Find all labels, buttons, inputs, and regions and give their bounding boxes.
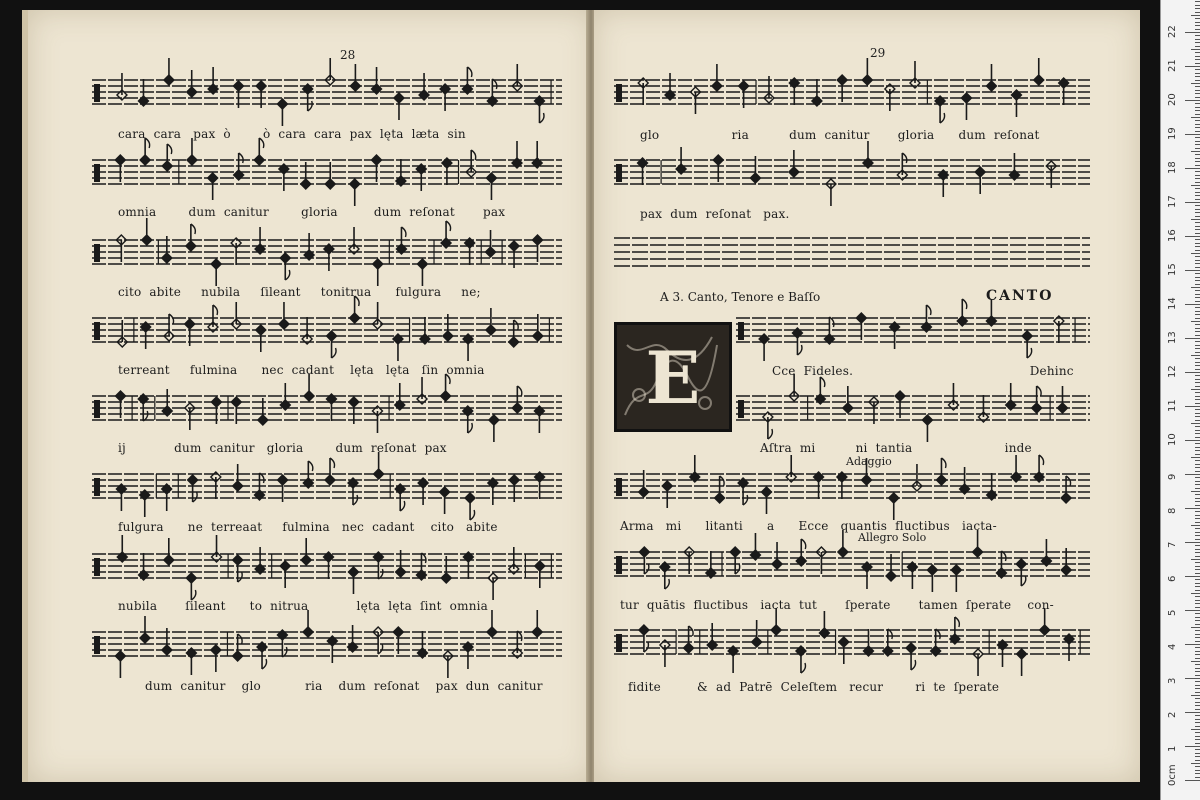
ruler-tick — [1191, 83, 1200, 84]
ruler-tick — [1195, 39, 1200, 40]
ruler-tick — [1195, 297, 1200, 298]
ruler-tick — [1195, 192, 1200, 193]
ruler-tick — [1195, 107, 1200, 108]
ruler-tick — [1195, 590, 1200, 591]
ruler-tick — [1195, 124, 1200, 125]
ruler-tick — [1195, 756, 1200, 757]
ruler-tick — [1191, 559, 1200, 560]
ruler-tick — [1191, 185, 1200, 186]
ruler-tick — [1195, 110, 1200, 111]
ruler-tick — [1195, 392, 1200, 393]
ruler-tick — [1195, 596, 1200, 597]
ruler-tick — [1195, 280, 1200, 281]
ruler-tick — [1195, 460, 1200, 461]
ruler-tick — [1185, 236, 1200, 237]
ruler-tick — [1195, 52, 1200, 53]
ruler-tick — [1195, 396, 1200, 397]
ruler-tick — [1195, 103, 1200, 104]
right-page-number: 29 — [870, 46, 886, 60]
ruler-tick — [1195, 267, 1200, 268]
ruler-tick — [1195, 63, 1200, 64]
ruler-tick — [1195, 324, 1200, 325]
ruler-tick — [1185, 304, 1200, 305]
right-lyric2-line-1: Cce Fideles. Dehinc — [772, 364, 1074, 378]
ruler-tick — [1195, 760, 1200, 761]
ruler-tick — [1195, 586, 1200, 587]
right-staff-3-empty — [614, 238, 1090, 266]
left-lyric-line-3: cito abite nubila ſileant tonitrua fulgura ne; — [118, 285, 481, 299]
ruler-tick — [1185, 338, 1200, 339]
ruler-tick — [1195, 358, 1200, 359]
ruler-label: 11 — [1167, 399, 1178, 412]
ruler-tick — [1195, 352, 1200, 353]
ruler-tick — [1195, 654, 1200, 655]
ruler-label: 2 — [1167, 711, 1178, 718]
ruler-tick — [1191, 287, 1200, 288]
ruler-tick — [1195, 199, 1200, 200]
ruler-tick — [1195, 369, 1200, 370]
ruler-tick — [1195, 212, 1200, 213]
ruler-tick — [1195, 447, 1200, 448]
ruler-tick — [1195, 182, 1200, 183]
ruler-tick — [1191, 525, 1200, 526]
right-staff-8 — [614, 608, 1090, 676]
ruler-tick — [1191, 219, 1200, 220]
left-lyric-line-5: ij dum canitur gloria dum reſonat pax — [118, 441, 447, 455]
ruler-tick — [1195, 158, 1200, 159]
ruler-tick — [1191, 49, 1200, 50]
ruler-tick — [1195, 770, 1200, 771]
ruler-tick — [1195, 573, 1200, 574]
ruler-tick — [1185, 678, 1200, 679]
ruler-tick — [1195, 365, 1200, 366]
decorated-initial — [614, 322, 732, 432]
ruler-tick — [1195, 8, 1200, 9]
ruler-tick — [1195, 630, 1200, 631]
ruler-tick — [1195, 93, 1200, 94]
ruler-tick — [1195, 73, 1200, 74]
ruler-tick — [1185, 746, 1200, 747]
left-page-number: 28 — [340, 48, 356, 62]
ruler-tick — [1195, 409, 1200, 410]
left-staff-2 — [92, 138, 562, 206]
ruler-tick — [1185, 66, 1200, 67]
left-staff-6 — [92, 452, 562, 520]
ruler-tick — [1185, 508, 1200, 509]
ruler-tick — [1195, 76, 1200, 77]
right-lyric-line-1: glo ria dum canitur gloria dum reſonat — [640, 128, 1040, 142]
ruler-tick — [1195, 454, 1200, 455]
ruler-label: 7 — [1167, 541, 1178, 548]
ruler-tick — [1195, 505, 1200, 506]
ruler-tick — [1195, 382, 1200, 383]
tempo-adaggio: Adaggio — [846, 455, 892, 468]
ruler-tick — [1195, 749, 1200, 750]
ruler-tick — [1195, 528, 1200, 529]
initial-letter: E — [645, 334, 701, 420]
ruler-tick — [1195, 685, 1200, 686]
ruler-tick — [1195, 239, 1200, 240]
left-staff-4 — [92, 296, 562, 361]
ruler-tick — [1195, 671, 1200, 672]
ruler-tick — [1195, 233, 1200, 234]
ruler-tick — [1195, 246, 1200, 247]
right-lyric2-line-5: fidite & ad Patrē Celeſtem recur ri te ſperate — [628, 680, 1000, 694]
ruler-tick — [1195, 549, 1200, 550]
left-staff-7 — [92, 535, 562, 600]
ruler-tick — [1195, 328, 1200, 329]
ruler-tick — [1195, 777, 1200, 778]
ruler-tick — [1195, 413, 1200, 414]
ruler-tick — [1195, 386, 1200, 387]
ruler-label: 12 — [1167, 365, 1178, 378]
ruler-tick — [1195, 736, 1200, 737]
right-staff-1 — [614, 58, 1090, 123]
ruler-tick — [1195, 127, 1200, 128]
ruler-tick — [1195, 260, 1200, 261]
ruler-tick — [1195, 437, 1200, 438]
ruler-tick — [1195, 341, 1200, 342]
ruler-tick — [1195, 692, 1200, 693]
ruler-tick — [1195, 97, 1200, 98]
ruler-tick — [1185, 780, 1200, 781]
ruler-tick — [1195, 42, 1200, 43]
left-lyric-line-6: fulgura ne terreaat fulmina nec cadant cito abite — [118, 520, 498, 534]
left-lyric-line-7: nubila ſileant to nitrua lęta lęta ſint omnia — [118, 599, 489, 613]
ruler-tick — [1185, 576, 1200, 577]
ruler-tick — [1185, 100, 1200, 101]
ruler-tick — [1191, 423, 1200, 424]
ruler-tick — [1195, 263, 1200, 264]
ruler-tick — [1191, 321, 1200, 322]
ruler-tick — [1195, 175, 1200, 176]
right-staff-5 — [736, 374, 1090, 442]
ruler-tick — [1195, 331, 1200, 332]
section-heading: A 3. Canto, Tenore e Baſſo — [660, 290, 821, 304]
ruler-tick — [1195, 290, 1200, 291]
left-lyric-line-2: omnia dum canitur gloria dum reſonat pax — [118, 205, 506, 219]
ruler-tick — [1195, 18, 1200, 19]
ruler-tick — [1195, 477, 1200, 478]
ruler-tick — [1195, 450, 1200, 451]
ruler-label: 19 — [1167, 127, 1178, 140]
ruler-label: 10 — [1167, 433, 1178, 446]
ruler-tick — [1195, 535, 1200, 536]
ruler-tick — [1195, 617, 1200, 618]
voice-label: CANTO — [986, 288, 1054, 304]
ruler-tick — [1195, 552, 1200, 553]
ruler-tick — [1195, 256, 1200, 257]
ruler-tick — [1195, 481, 1200, 482]
ruler-tick — [1195, 613, 1200, 614]
ruler-tick — [1195, 209, 1200, 210]
ruler-tick — [1195, 222, 1200, 223]
ruler-label: 16 — [1167, 229, 1178, 242]
ruler-tick — [1195, 171, 1200, 172]
ruler-tick — [1191, 763, 1200, 764]
ruler-label: 20 — [1167, 93, 1178, 106]
ruler-tick — [1195, 301, 1200, 302]
ruler-tick — [1195, 22, 1200, 23]
ruler-tick — [1195, 722, 1200, 723]
ruler-tick — [1185, 542, 1200, 543]
ruler-label: 5 — [1167, 609, 1178, 616]
ruler-tick — [1195, 647, 1200, 648]
ruler-tick — [1195, 86, 1200, 87]
ruler-tick — [1195, 726, 1200, 727]
ruler-tick — [1195, 35, 1200, 36]
right-lyric2-line-4: tur quātis fluctibus iacta tut ſperate tamen ſperate con- — [620, 598, 1054, 612]
ruler-tick — [1195, 484, 1200, 485]
ruler-tick — [1195, 141, 1200, 142]
right-staff-2 — [614, 141, 1090, 206]
left-staff-5 — [92, 374, 562, 442]
ruler-tick — [1191, 491, 1200, 492]
ruler-tick — [1185, 406, 1200, 407]
ruler-tick — [1195, 634, 1200, 635]
ruler-tick — [1195, 681, 1200, 682]
ruler-tick — [1195, 464, 1200, 465]
ruler-tick — [1185, 270, 1200, 271]
ruler-tick — [1195, 566, 1200, 567]
right-lyric2-line-2: Aſtra mi ni tantia inde — [760, 441, 1032, 455]
ruler-label: 13 — [1167, 331, 1178, 344]
ruler-label: 22 — [1167, 25, 1178, 38]
ruler-tick — [1195, 562, 1200, 563]
ruler-tick — [1191, 593, 1200, 594]
ruler-tick — [1195, 12, 1200, 13]
ruler-label: 6 — [1167, 575, 1178, 582]
ruler-tick — [1195, 90, 1200, 91]
ruler-tick — [1185, 134, 1200, 135]
ruler-tick — [1195, 773, 1200, 774]
ruler-tick — [1195, 46, 1200, 47]
ruler-tick — [1195, 658, 1200, 659]
ruler-label: 9 — [1167, 473, 1178, 480]
ruler-tick — [1195, 579, 1200, 580]
ruler-tick — [1195, 284, 1200, 285]
ruler-tick — [1191, 253, 1200, 254]
left-lyric-line-1: cara cara pax ò ò cara cara pax lęta læta sin — [118, 127, 466, 141]
ruler-tick — [1195, 314, 1200, 315]
ruler-tick — [1195, 5, 1200, 6]
ruler-tick — [1195, 583, 1200, 584]
ruler-tick — [1195, 131, 1200, 132]
ruler-tick — [1195, 624, 1200, 625]
ruler-tick — [1185, 372, 1200, 373]
ruler-tick — [1195, 195, 1200, 196]
ruler-tick — [1195, 511, 1200, 512]
right-lyric-line-2: pax dum reſonat pax. — [640, 207, 790, 221]
ruler-tick — [1195, 294, 1200, 295]
ruler-tick — [1195, 675, 1200, 676]
ruler-tick — [1195, 743, 1200, 744]
ruler-label: 4 — [1167, 643, 1178, 650]
ruler-tick — [1185, 610, 1200, 611]
ruler-tick — [1195, 348, 1200, 349]
ruler-tick — [1195, 1, 1200, 2]
ruler-tick — [1195, 56, 1200, 57]
ruler-tick — [1195, 603, 1200, 604]
ruler-tick — [1191, 355, 1200, 356]
ruler-tick — [1195, 688, 1200, 689]
ruler-tick — [1185, 32, 1200, 33]
ruler-tick — [1195, 719, 1200, 720]
ruler-tick — [1195, 243, 1200, 244]
ruler-tick — [1195, 416, 1200, 417]
ruler-tick — [1195, 318, 1200, 319]
ruler-tick — [1195, 732, 1200, 733]
ruler-tick — [1195, 307, 1200, 308]
ruler-tick — [1195, 137, 1200, 138]
ruler-tick — [1195, 766, 1200, 767]
ruler-tick — [1195, 311, 1200, 312]
ruler-tick — [1195, 178, 1200, 179]
ruler-tick — [1191, 389, 1200, 390]
ruler-label: 0cm — [1167, 764, 1178, 786]
ruler-tick — [1195, 532, 1200, 533]
ruler-label: 17 — [1167, 195, 1178, 208]
ruler-tick — [1195, 556, 1200, 557]
ruler-tick — [1195, 709, 1200, 710]
ruler-tick — [1195, 430, 1200, 431]
ruler-tick — [1195, 443, 1200, 444]
ruler-tick — [1191, 661, 1200, 662]
left-staff-3 — [92, 218, 562, 286]
ruler-tick — [1195, 637, 1200, 638]
ruler-tick — [1195, 144, 1200, 145]
ruler-tick — [1185, 644, 1200, 645]
ruler-tick — [1195, 154, 1200, 155]
ruler-tick — [1195, 518, 1200, 519]
ruler-tick — [1195, 165, 1200, 166]
ruler-tick — [1195, 59, 1200, 60]
left-staff-1 — [92, 58, 562, 126]
ruler-tick — [1195, 205, 1200, 206]
ruler-tick — [1195, 515, 1200, 516]
ruler-tick — [1195, 273, 1200, 274]
ruler-tick — [1195, 753, 1200, 754]
right-staff-7 — [614, 530, 1090, 592]
ruler-tick — [1195, 467, 1200, 468]
ruler-tick — [1195, 641, 1200, 642]
ruler-tick — [1195, 715, 1200, 716]
ruler-tick — [1195, 522, 1200, 523]
ruler-label: 1 — [1167, 745, 1178, 752]
ruler-tick — [1195, 607, 1200, 608]
ruler-tick — [1195, 29, 1200, 30]
ruler-tick — [1195, 539, 1200, 540]
ruler-tick — [1191, 117, 1200, 118]
ruler-tick — [1195, 335, 1200, 336]
left-lyric-line-4: terreant fulmina nec cadant lęta lęta ſin omnia — [118, 363, 485, 377]
ruler-tick — [1195, 420, 1200, 421]
ruler-tick — [1191, 15, 1200, 16]
ruler-tick — [1195, 668, 1200, 669]
ruler-tick — [1195, 705, 1200, 706]
ruler-label: 15 — [1167, 263, 1178, 276]
ruler-tick — [1195, 226, 1200, 227]
ruler-tick — [1195, 498, 1200, 499]
ruler-tick — [1195, 69, 1200, 70]
ruler-tick — [1195, 229, 1200, 230]
ruler-tick — [1195, 188, 1200, 189]
ruler-tick — [1195, 651, 1200, 652]
ruler-tick — [1195, 403, 1200, 404]
ruler-tick — [1195, 114, 1200, 115]
right-staff-4 — [736, 299, 1090, 361]
ruler-tick — [1195, 345, 1200, 346]
ruler-label: 21 — [1167, 59, 1178, 72]
ruler-tick — [1195, 569, 1200, 570]
ruler-tick — [1195, 488, 1200, 489]
ruler-tick — [1195, 161, 1200, 162]
ruler-tick — [1195, 702, 1200, 703]
ruler-tick — [1195, 739, 1200, 740]
ruler-tick — [1185, 712, 1200, 713]
ruler-tick — [1195, 501, 1200, 502]
ruler-tick — [1195, 600, 1200, 601]
ruler-tick — [1195, 545, 1200, 546]
ruler-tick — [1185, 202, 1200, 203]
ruler-tick — [1191, 457, 1200, 458]
right-lyric2-line-3: Arma mi litanti a Ecce quantis fluctibus iacta- — [620, 519, 997, 533]
ruler-tick — [1195, 277, 1200, 278]
ruler-tick — [1195, 399, 1200, 400]
ruler-tick — [1195, 80, 1200, 81]
ruler-tick — [1185, 474, 1200, 475]
ruler-tick — [1195, 698, 1200, 699]
ruler-tick — [1195, 433, 1200, 434]
measurement-ruler — [1160, 0, 1200, 800]
ruler-tick — [1191, 151, 1200, 152]
ruler-tick — [1195, 379, 1200, 380]
ruler-tick — [1191, 695, 1200, 696]
ruler-tick — [1195, 664, 1200, 665]
ruler-tick — [1191, 729, 1200, 730]
ruler-tick — [1195, 426, 1200, 427]
ruler-tick — [1195, 120, 1200, 121]
ruler-tick — [1185, 168, 1200, 169]
ruler-label: 8 — [1167, 507, 1178, 514]
left-staff-8 — [92, 610, 562, 678]
tempo-allegro-solo: Allegro Solo — [858, 531, 927, 544]
ruler-tick — [1195, 620, 1200, 621]
left-lyric-line-8: dum canitur glo ria dum reſonat pax dun canitur — [145, 679, 543, 693]
ruler-tick — [1185, 440, 1200, 441]
ruler-tick — [1195, 148, 1200, 149]
ruler-tick — [1195, 216, 1200, 217]
ruler-tick — [1195, 362, 1200, 363]
ruler-tick — [1195, 25, 1200, 26]
ruler-tick — [1195, 375, 1200, 376]
ruler-label: 14 — [1167, 297, 1178, 310]
ruler-tick — [1195, 494, 1200, 495]
ruler-tick — [1195, 471, 1200, 472]
ruler-label: 3 — [1167, 677, 1178, 684]
ruler-label: 18 — [1167, 161, 1178, 174]
ruler-tick — [1195, 250, 1200, 251]
ruler-tick — [1191, 627, 1200, 628]
